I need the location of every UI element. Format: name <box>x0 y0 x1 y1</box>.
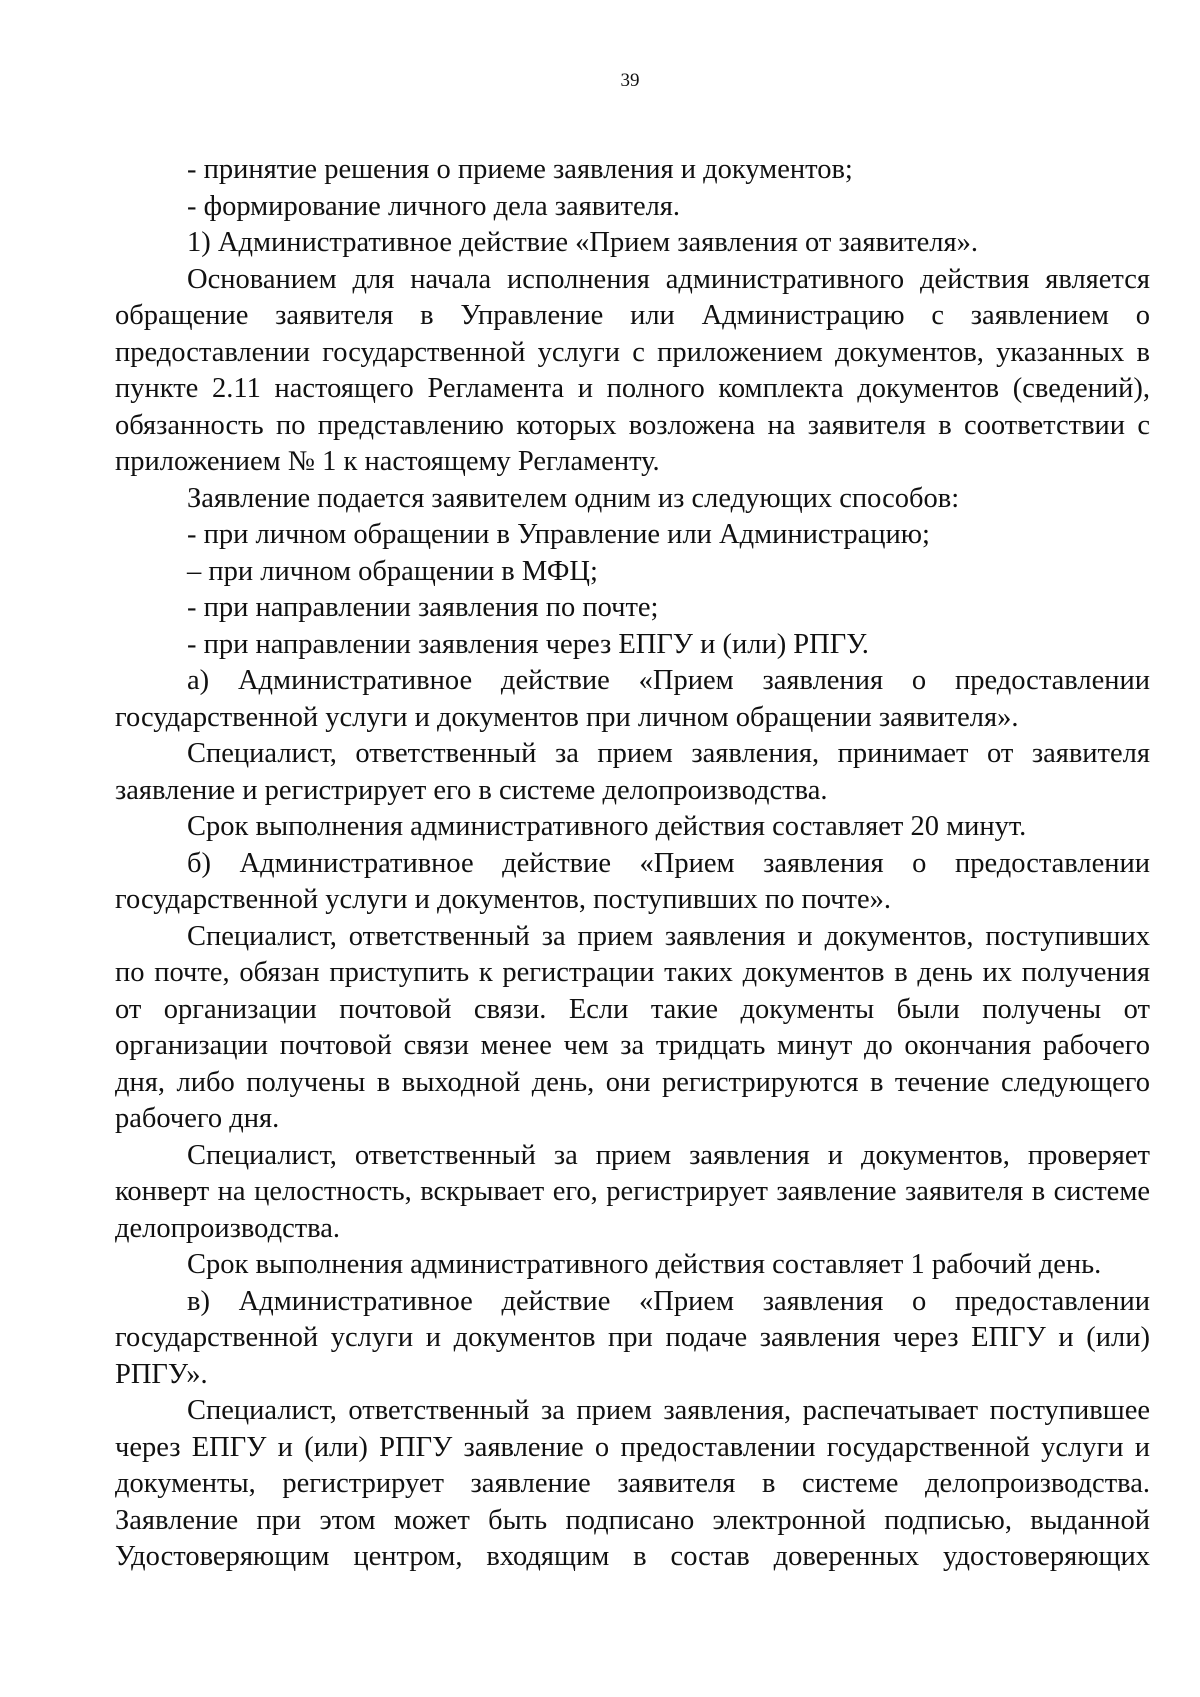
page-number: 39 <box>620 70 640 91</box>
paragraph: Заявление подается заявителем одним из следующих способов: <box>187 482 960 514</box>
paragraph: Специалист, ответственный за прием заявления, принимает от заявителя заявление и регистрирует его в системе делопроизводства. <box>115 738 1150 806</box>
section-heading: 1) Административное действие «Прием заявления от заявителя». <box>187 227 978 258</box>
paragraph: Основанием для начала исполнения административного действия является обращение заявителя в Управление или Администрацию с заявлением о предоставлении государственной услуги с приложением документов, указанных в пункте 2.11 настоящего Регламента и полного комплекта документов (сведений), обязанность по представлению которых возложена на заявителя в соответствии с приложением № 1 к настоящему Регламенту. <box>115 263 1150 477</box>
list-item: – при личном обращении в МФЦ; <box>187 555 598 587</box>
list-item: - формирование личного дела заявителя. <box>187 190 681 222</box>
paragraph: Специалист, ответственный за прием заявления и документов, проверяет конверт на целостность, вскрывает его, регистрирует заявление заявителя в системе делопроизводства. <box>115 1139 1150 1244</box>
subsection-heading: а) Административное действие «Прием заявления о предоставлении государственной услуги и документов при личном обращении заявителя». <box>115 665 1150 733</box>
list-item: - при направлении заявления через ЕПГУ и (или) РПГУ. <box>187 628 869 660</box>
subsection-heading: б) Административное действие «Прием заявления о предоставлении государственной услуги и документов, поступивших по почте». <box>115 847 1150 915</box>
list-item: - при личном обращении в Управление или Администрацию; <box>187 519 930 550</box>
subsection-heading: в) Административное действие «Прием заявления о предоставлении государственной услуги и документов при подаче заявления через ЕПГУ и (или) РПГУ». <box>115 1285 1150 1390</box>
paragraph: Специалист, ответственный за прием заявления и документов, поступивших по почте, обязан приступить к регистрации таких документов в день их получения от организации почтовой связи. Если такие документы были получены от организации почтовой связи менее чем за тридцать минут до окончания рабочего дня, либо получены в выходной день, они регистрируются в течение следующего рабочего дня. <box>115 920 1150 1134</box>
document-body <box>115 152 1150 1576</box>
paragraph: Специалист, ответственный за прием заявления, распечатывает поступившее через ЕПГУ и (или) РПГУ заявление о предоставлении государственной услуги и документы, регистрирует заявление заявителя в системе делопроизводства. Заявление при этом может быть подписано электронной подписью, выданной Удостоверяющим центром, входящим в состав доверенных удостоверяющих <box>115 1395 1150 1572</box>
paragraph: Срок выполнения административного действия составляет 20 минут. <box>187 811 1027 842</box>
list-item: - принятие решения о приеме заявления и документов; <box>187 154 853 185</box>
list-item: - при направлении заявления по почте; <box>187 592 659 623</box>
paragraph: Срок выполнения административного действия составляет 1 рабочий день. <box>187 1249 1102 1280</box>
